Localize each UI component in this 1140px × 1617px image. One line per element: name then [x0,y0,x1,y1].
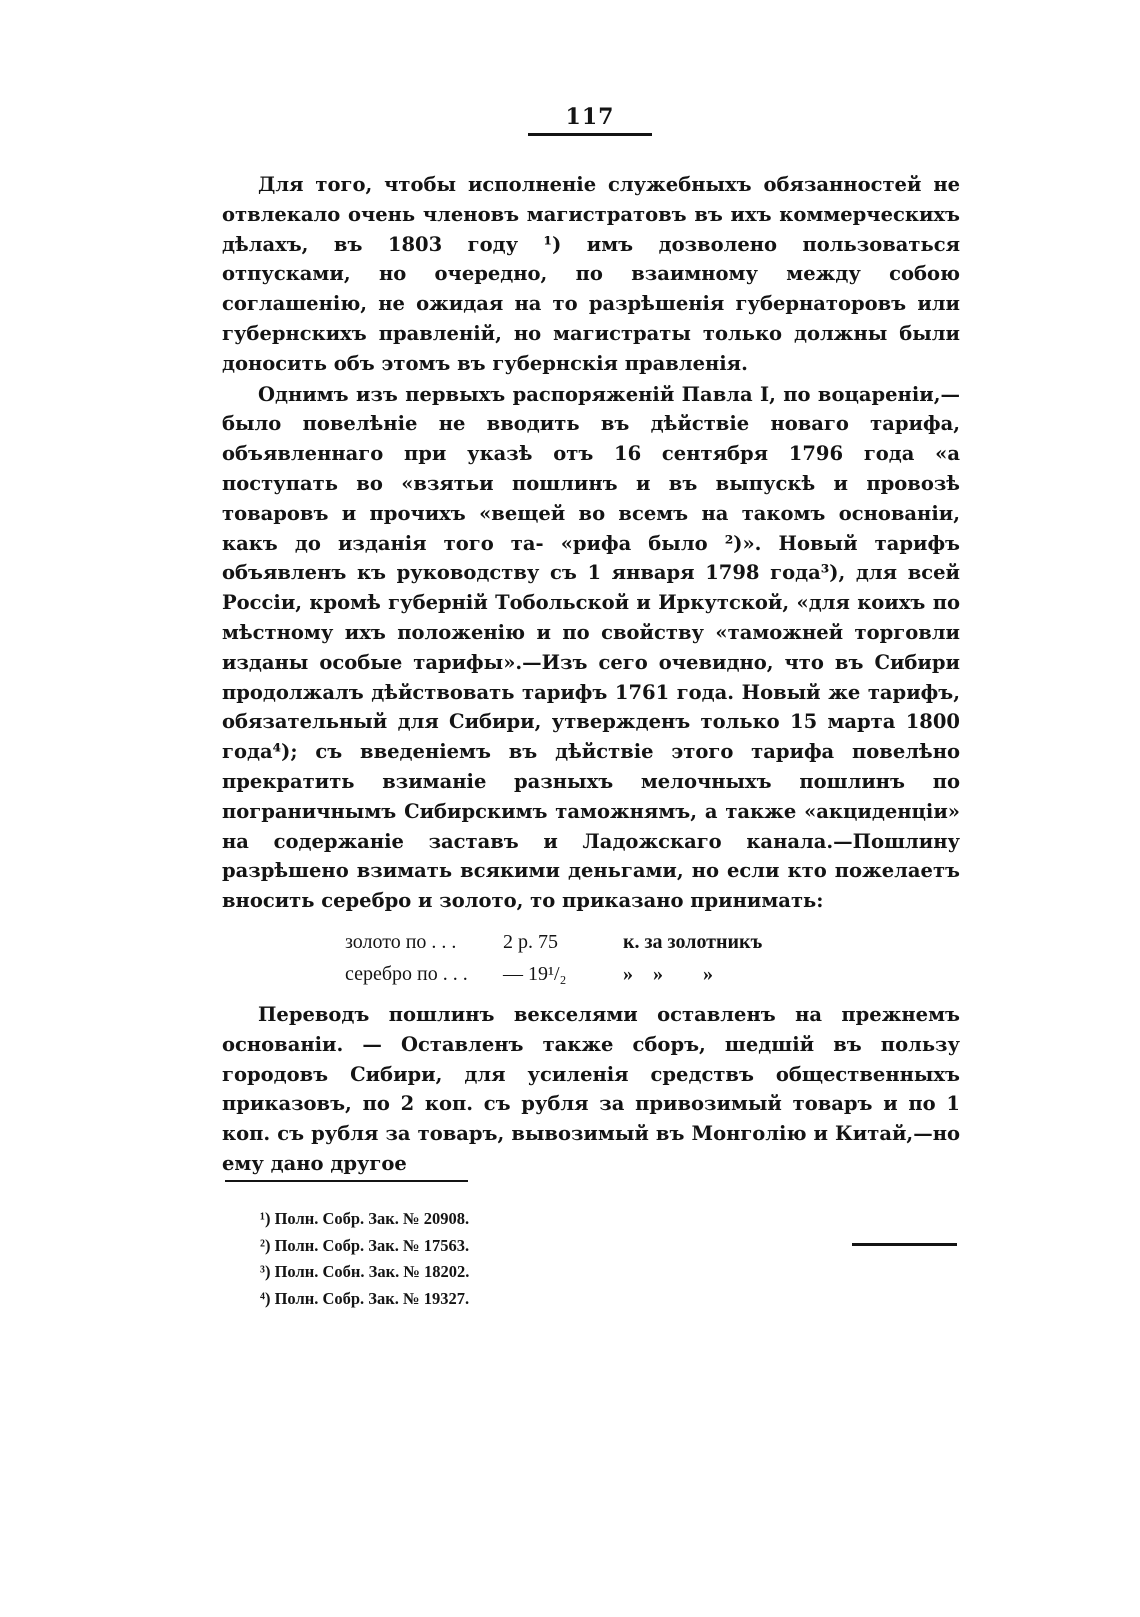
paragraph-3: Переводъ пошлинъ векселями оставленъ на прежнемъ основаніи. — Оставленъ также сборъ, шедшій въ пользу городовъ Сибири, для усиленія средствъ общественныхъ приказовъ, по 2 коп. съ рубля за привозимый товаръ и по 1 коп. съ рубля за товаръ, вывозимый въ Монголію и Китай,—но ему дано другое [222,1003,960,1175]
footnote-4 [260,1286,469,1313]
footnote-text: Полн. Собр. Зак. № 17563. [274,1235,470,1255]
page-number-underline [528,133,652,136]
payment-metal: золото по . . . [345,931,457,953]
paragraph-1: Для того, чтобы исполненіе служебныхъ обязанностей не отвлекало очень членовъ магистратовъ въ ихъ коммерческихъ дѣлахъ, въ 1803 году ¹) имъ дозволено пользоваться отпусками, но очередно, по взаимному между собою соглашенію, не ожидая на то разрѣшенія губернаторовъ или губернскихъ правленій, но магистраты только должны были доносить объ этомъ въ губернскія правленія. [222,173,960,375]
page-number: 117 [565,104,615,130]
payment-amount: 2 р. 75 [503,931,558,953]
footnote-3 [260,1259,469,1286]
footnote-text: Полн. Собр. Зак. № 19327. [274,1288,470,1308]
payment-metal: серебро по . . . [345,963,468,985]
paragraph-2: Однимъ изъ первыхъ распоряженій Павла I, по воцареніи,— было повелѣніе не вводить въ дѣйствіе новаго тарифа, объявленнаго при указѣ отъ 16 сентября 1796 года «а поступать во «взятьи пошлинъ и въ выпускѣ и провозѣ товаровъ и прочихъ «вещей во всемъ на такомъ основаніи, какъ до изданія того та- «рифа было ²)». Новый тарифъ объявленъ къ руководству съ 1 января 1798 года³), для всей Россіи, кромѣ губерній Тобольской и Иркутской, «для коихъ по мѣстному ихъ положенію и по свойству «таможней торговли изданы особые тарифы».—Изъ сего очевидно, что въ Сибири продолжалъ дѣйствовать тарифъ 1761 года. Новый же тарифъ, обязательный для Сибири, утвержденъ только 15 марта 1800 года⁴); съ введеніемъ въ дѣйствіе этого тарифа повелѣно прекратить взиманіе разныхъ мелочныхъ пошлинъ по пограничнымъ Сибирскимъ таможнямъ, а также «акциденціи» на содержаніе заставъ и Ладожскаго канала.—Пошлину разрѣшено взимать всякими деньгами, но если кто пожелаетъ вносить серебро и золото, то приказано принимать: [222,382,960,913]
payment-amount: — 19¹/₂ [503,963,567,985]
stray-ink-line [852,1243,957,1246]
payment-unit: к. за золотникъ [623,931,763,953]
footnote-1 [260,1206,469,1233]
footnote-marker: ³) [260,1262,271,1281]
main-text-continued [222,1000,960,1179]
footnote-marker: ⁴) [260,1288,271,1308]
footnote-2 [260,1233,469,1260]
main-text [222,170,960,916]
footnote-text: Полн. Собн. Зак. № 18202. [274,1262,470,1281]
payment-row-gold [345,926,823,958]
footnotes [260,1206,469,1312]
footnote-marker: ¹) [260,1209,271,1228]
payment-unit: » » » [623,963,713,985]
footnote-marker: ²) [260,1235,271,1255]
footnote-separator [225,1180,468,1182]
payment-rates-table [345,926,823,990]
footnote-text: Полн. Собр. Зак. № 20908. [274,1209,470,1228]
payment-row-silver [345,958,823,990]
